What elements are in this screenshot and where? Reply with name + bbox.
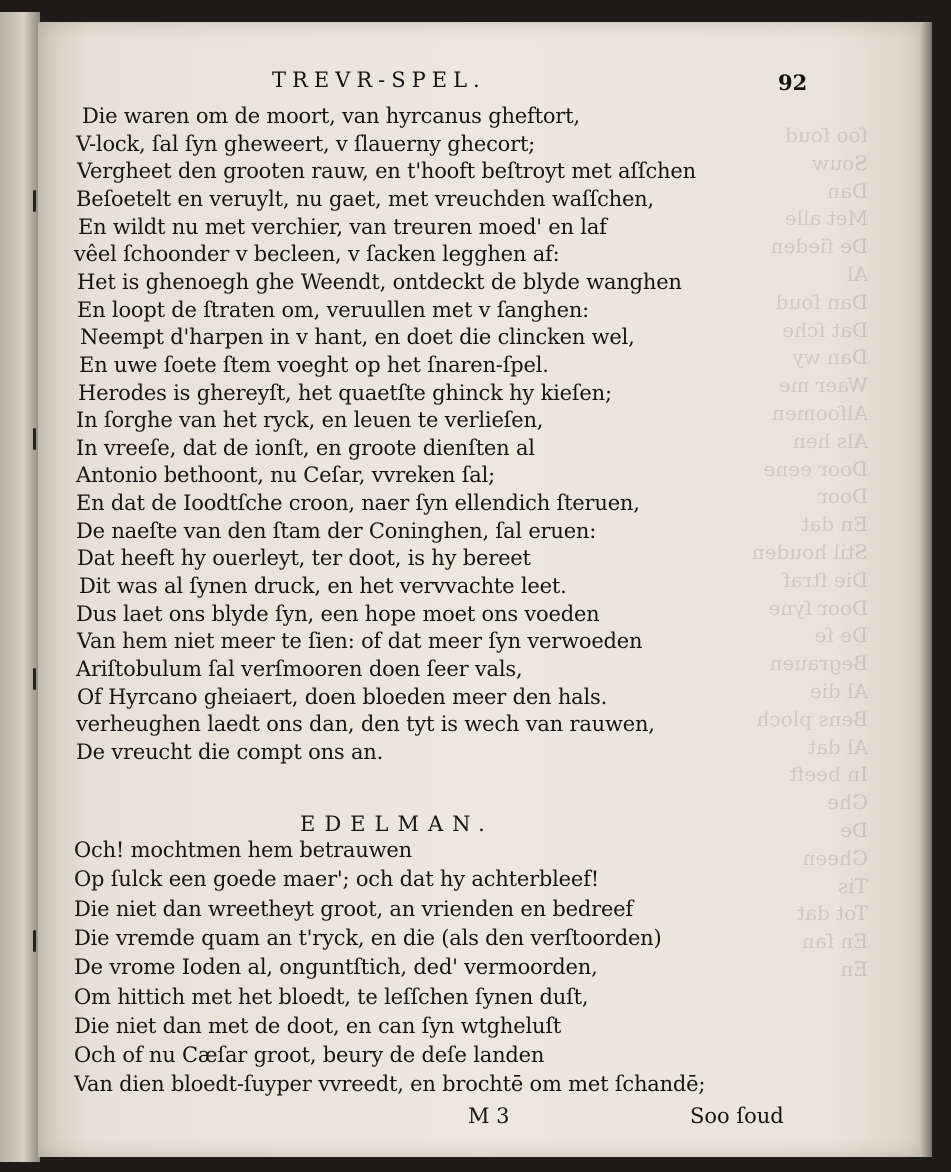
bleed-line: Begrauen [769,651,868,676]
verse-line: Neempt d'harpen in v hant, en doet die clincken wel, [80,325,635,350]
verse-line: De vrome Ioden al, onguntſtich, ded' vermoorden, [74,955,598,980]
verse-line: En wildt nu met verchier, van treuren moed' en laf [78,214,607,239]
verse-line: In ſorghe van het ryck, en leuen te verlieſen, [76,408,544,433]
bleed-line: Dan [827,178,868,203]
verse-line: Die niet dan met de doot, en can ſyn wtgheluſt [74,1013,562,1038]
verse-line: De vreucht die compt ons an. [76,739,384,764]
binding-mark [33,930,36,952]
speaker-name: EDELMAN. [300,812,494,836]
verse-line: Antonio bethoont, nu Ceſar, vvreken ſal; [76,463,495,488]
bleed-line: Door [818,484,868,509]
verse-line: In vreeſe, dat de ionſt, en groote dienſten al [76,435,535,460]
verse-line: Van hem niet meer te ſien: of dat meer ſyn verwoeden [77,629,643,654]
bleed-line: Gheen [802,845,868,870]
verse-line: Beſoetelt en veruylt, nu gaet, met vreuchden waſſchen, [76,186,654,211]
bleed-line: De ſieden [770,234,868,259]
verse-line: vêel ſchoonder v becleen, v ſacken legghen af: [74,242,560,267]
bleed-line: De ſe [814,623,868,648]
verse-line: Herodes is ghereyſt, het quaetſte ghinck hy kieſen; [78,380,612,405]
verse-line: Ariſtobulum ſal verſmooren doen ſeer vals, [76,657,523,681]
verse-line: Van dien bloedt-ſuyper vvreedt, en brochtē om met ſchandē; [74,1072,706,1097]
bleed-line: Al [847,261,868,286]
catchword: Soo ſoud [690,1104,784,1128]
running-head: TREVR-SPEL. [272,68,486,92]
bleed-line: Door ſyne [768,595,868,620]
verse-line: Dat heeft hy ouerleyt, ter doot, is hy bereet [77,546,531,571]
verse-line: verheughen laedt ons dan, den tyt is wech van rauwen, [76,712,655,737]
verse-line: En dat de Ioodtſche croon, naer ſyn ellendich ſteruen, [76,491,640,516]
bleed-line: ſoo ſoud [785,123,868,147]
bleed-line: En dat [801,512,868,537]
bleed-line: Dan ſoud [775,289,868,314]
bleed-line: Dan wy [792,345,868,370]
bleed-line: En [840,956,868,981]
verse-line: Die vremde quam an t'ryck, en die (als den verſtoorden) [74,925,662,950]
left-page-edge [0,12,40,1162]
bleed-line: Waer me [778,373,868,398]
verse-line: En uwe ſoete ſtem voeght op het ſnaren-ſpel. [79,352,549,377]
verse-line: V-lock, ſal ſyn gheweert, v ſlauerny ghecort; [76,131,536,156]
bleed-line: Door eene [763,456,868,481]
binding-mark [33,190,36,212]
bleed-line: Dat ſche [782,317,868,342]
verse-line: De naeſte van den ſtam der Coninghen, ſal eruen: [76,518,597,543]
verse-line: Die waren om de moort, van hyrcanus gheftort, [82,104,580,128]
verse-line: Die niet dan wreetheyt groot, an vrienden en bedreef [74,896,633,921]
verse-line: Op ſulck een goede maer'; och dat hy achterbleef! [74,867,599,892]
bleed-line: Tot dat [797,901,868,926]
verse-line: Och! mochtmen hem betrauwen [74,838,412,862]
binding-mark [33,668,36,690]
bleed-line: Al die [809,678,868,703]
bleed-line: De [840,817,868,842]
verse-line: En loopt de ſtraten om, veruullen met v ſanghen: [77,297,590,322]
bleed-line: In beeft [788,762,868,787]
bleed-line: Met alle [784,206,868,231]
verse-line: Vergheet den grooten rauw, en t'hooft beſtroyt met aſſchen [77,159,696,184]
bleed-line: Tis [838,873,868,898]
bleed-line: Alſoomen [771,400,868,425]
bleed-line: Stil houden [751,539,868,564]
signature-mark: M 3 [468,1104,510,1128]
verse-line: Het is ghenoegh ghe Weendt, ontdeckt de blyde wanghen [77,269,682,294]
bleed-line: Ghe [827,790,868,815]
verse-line: Dit was al ſynen druck, en het vervvachte leet. [79,574,567,599]
bleed-line: Souw [812,150,868,175]
bleed-line: Die ſtraf [783,567,868,592]
bleed-line: Al dat [808,734,868,759]
bleed-line: Bens ploch [756,706,868,731]
bleed-line: Als hen [792,428,868,453]
verse-line: Och of nu Cæſar groot, beury de deſe landen [74,1043,545,1068]
page-number: 92 [778,70,808,95]
verse-line: Dus laet ons blyde ſyn, een hope moet ons voeden [76,601,600,626]
bleed-line: En ſan [801,929,868,954]
verse-line: Om hittich met het bloedt, te leſſchen ſynen duſt, [74,984,589,1009]
binding-mark [33,428,36,450]
verse-line: Of Hyrcano gheiaert, doen bloeden meer den hals. [77,684,608,709]
